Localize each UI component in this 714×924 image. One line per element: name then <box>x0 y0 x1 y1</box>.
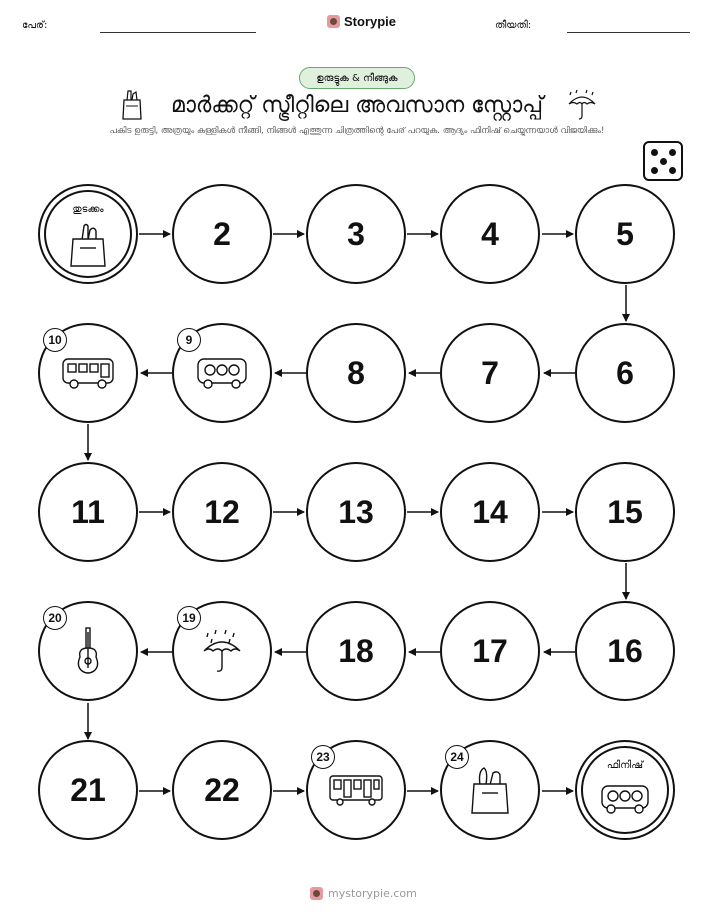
space-number: 7 <box>481 354 499 391</box>
board-space-20[interactable] <box>38 601 138 701</box>
instructions: പകിട ഉരുട്ടി, അത്രയും കള്ളികൾ നീങ്ങി, നിങ്ങൾ എത്തുന്ന ചിത്രത്തിന്റെ പേര് പറയുക. ആദ്യം ഫിനിഷ് ചെയ്യുന്നയാൾ വിജയിക്കും! <box>109 126 605 136</box>
space-number: 12 <box>204 493 240 530</box>
space-number: 5 <box>616 215 634 252</box>
space-number: 22 <box>204 771 240 808</box>
space-number-badge: 9 <box>177 328 201 352</box>
space-number: 17 <box>472 632 508 669</box>
board-space-2[interactable] <box>172 184 272 284</box>
space-number: 11 <box>71 493 105 530</box>
board-space-12[interactable] <box>172 462 272 562</box>
space-number: 13 <box>338 493 374 530</box>
tram-icon <box>328 773 384 807</box>
footer-url[interactable]: mystorypie.com <box>328 887 417 900</box>
date-label: തീയതി: <box>495 20 532 31</box>
space-number-badge: 24 <box>445 745 469 769</box>
footer <box>310 887 417 900</box>
space-number: 8 <box>347 354 365 391</box>
board-space-11[interactable] <box>38 462 138 562</box>
space-number-badge: 19 <box>177 606 201 630</box>
finish-label: ഫിനിഷ് <box>606 760 644 771</box>
name-label: പേര്: <box>22 20 48 31</box>
space-number: 4 <box>481 215 499 252</box>
board-space-5[interactable] <box>575 184 675 284</box>
board-space-23[interactable] <box>306 740 406 840</box>
board-space-3[interactable] <box>306 184 406 284</box>
board-space-14[interactable] <box>440 462 540 562</box>
space-number-badge: 23 <box>311 745 335 769</box>
board-space-24[interactable] <box>440 740 540 840</box>
grocery-bag-icon <box>470 765 510 815</box>
start-label: തുടക്കം <box>72 204 104 215</box>
space-number: 3 <box>347 215 365 252</box>
board-space-21[interactable] <box>38 740 138 840</box>
board-space-18[interactable] <box>306 601 406 701</box>
brand-name: Storypie <box>344 14 397 29</box>
space-number: 6 <box>616 354 634 391</box>
activity-badge: ഉരുട്ടുക & നീങ്ങുക <box>299 67 415 89</box>
board-space-9[interactable] <box>172 323 272 423</box>
space-number: 14 <box>472 493 508 530</box>
space-number: 15 <box>607 493 643 530</box>
board-space-17[interactable] <box>440 601 540 701</box>
start-space[interactable] <box>38 184 138 284</box>
bus-with-animals-icon <box>196 356 248 390</box>
board-space-8[interactable] <box>306 323 406 423</box>
storypie-logo-icon <box>310 887 323 900</box>
bus-with-animals-icon <box>600 783 650 815</box>
umbrella-rain-icon <box>200 627 244 675</box>
board-space-16[interactable] <box>575 601 675 701</box>
board-space-6[interactable] <box>575 323 675 423</box>
board-space-22[interactable] <box>172 740 272 840</box>
board-space-19[interactable] <box>172 601 272 701</box>
space-number-badge: 20 <box>43 606 67 630</box>
space-number: 16 <box>607 632 643 669</box>
space-number: 18 <box>338 632 374 669</box>
board-space-7[interactable] <box>440 323 540 423</box>
guitar-icon <box>73 626 103 676</box>
board-space-10[interactable] <box>38 323 138 423</box>
space-number: 2 <box>213 215 231 252</box>
board-space-4[interactable] <box>440 184 540 284</box>
board-space-13[interactable] <box>306 462 406 562</box>
finish-space[interactable] <box>575 740 675 840</box>
board-space-15[interactable] <box>575 462 675 562</box>
space-number-badge: 10 <box>43 328 67 352</box>
grocery-bag-icon <box>68 222 108 268</box>
page-title: മാർക്കറ്റ് സ്ട്രീറ്റിലെ അവസാന സ്റ്റോപ്പ് <box>170 92 544 118</box>
bus-icon <box>61 356 115 390</box>
space-number: 21 <box>70 771 106 808</box>
